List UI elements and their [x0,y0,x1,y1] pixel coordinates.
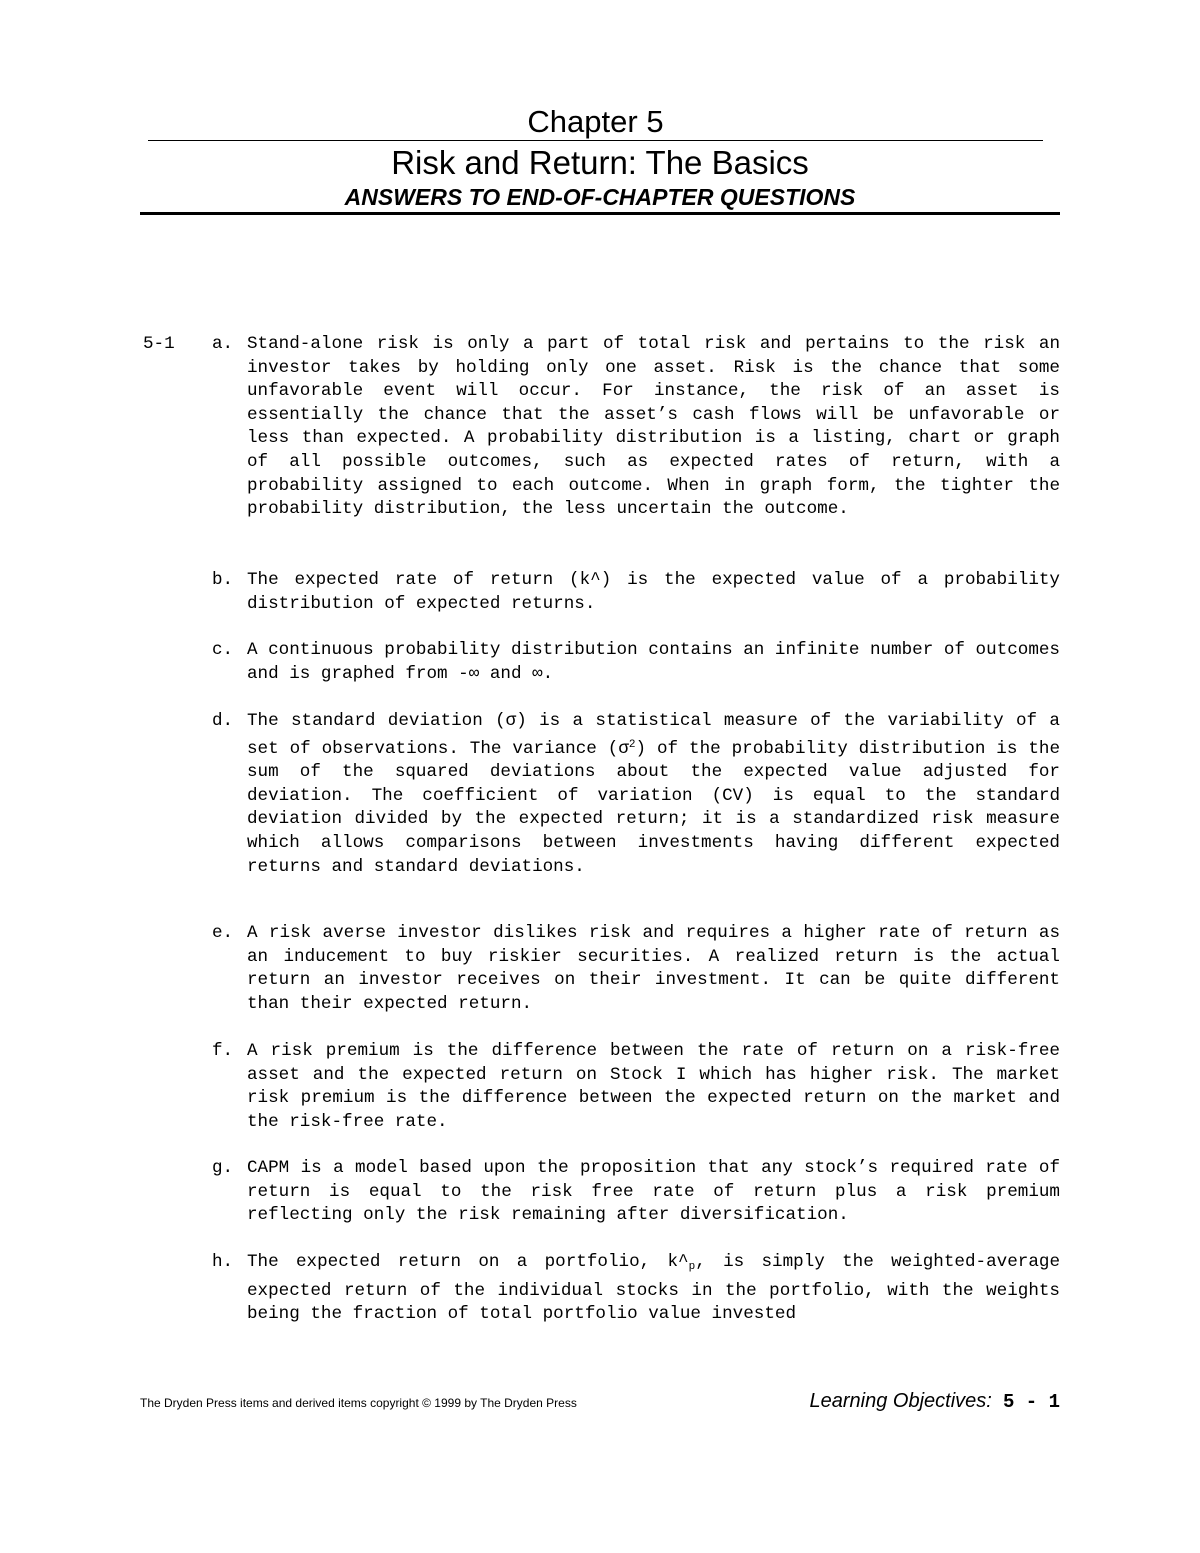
answer-letter: g. [212,1158,234,1178]
answer-text: A risk premium is the difference between the rate of return on a risk-free asset and the expected return on Stock I which has higher risk. The market risk premium is the difference between the expected return on the market and the risk-free rate. [247,1041,1060,1132]
page-number: 5 - 1 [1002,1391,1060,1413]
subtitle-rule [140,212,1060,215]
answer-text: Stand-alone risk is only a part of total risk and pertains to the risk an investor takes by holding only one asset. Risk is the chance that some unfavorable event will occur. For instance, the risk of an asset is essentially the chance that the asset’s cash flows will be unfavorable or less than expected. A probability distribution is a listing, chart or graph of all possible outcomes, such as expected rates of return, with a probability assigned to each outcome. When in graph form, the tighter the probability distribution, the less uncertain the outcome. [247,334,1060,520]
section-subtitle: ANSWERS TO END-OF-CHAPTER QUESTIONS [344,184,856,210]
copyright-notice: The Dryden Press items and derived items copyright © 1999 by The Dryden Press [140,1396,577,1410]
subscript: p [688,1261,696,1273]
answer-letter: h. [212,1252,234,1272]
answer-text [247,710,1060,879]
answer-a [212,333,1060,522]
answer-c [212,639,1060,686]
answer-text-part: ) of the probability distribution is the sum of the squared deviations about the expected value adjusted for deviation. The coefficient of variation (CV) is equal to the standard deviation divided by the expected return; it is a standardized risk measure which allows comparisons between investments having different expected returns and standard deviations. [247,738,1060,877]
superscript: 2 [628,738,636,751]
answer-e [212,922,1060,1016]
heading-rule [148,140,1043,141]
answer-d [212,710,1060,879]
question-number: 5-1 [143,334,175,354]
page-footer [810,1389,1060,1414]
chapter-title: Risk and Return: The Basics [391,144,809,181]
answer-h [212,1251,1060,1327]
answer-text: CAPM is a model based upon the proposition that any stock’s required rate of return is equal to the risk free rate of return plus a risk premium reflecting only the risk remaining after diversification. [247,1158,1060,1226]
answer-text: The expected rate of return (k^) is the expected value of a probability distribution of expected returns. [247,570,1060,614]
answer-text-part: The standard deviation (σ) is a statistical measure of the variability of a set of observations. The variance (σ [247,711,1060,759]
answer-letter: b. [212,570,234,590]
answer-letter: d. [212,711,234,731]
answer-letter: c. [212,640,234,660]
answer-letter: e. [212,923,234,943]
answer-text: A continuous probability distribution contains an infinite number of outcomes and is graphed from -∞ and ∞. [247,640,1060,684]
answer-letter: f. [212,1041,234,1061]
answer-g [212,1157,1060,1228]
learning-objectives-label: Learning Objectives: [809,1390,992,1412]
answer-text [247,1251,1060,1327]
answer-b [212,569,1060,616]
answer-text-part: The expected return on a portfolio, k^ [247,1252,689,1272]
answer-text: A risk averse investor dislikes risk and requires a higher rate of return as an inducement to buy riskier securities. A realized return is the actual return an investor receives on their investment. It can be quite different than their expected return. [247,923,1060,1014]
answer-text-part: , is simply the weighted-average expected return of the individual stocks in the portfolio, with the weights being the fraction of total portfolio value invested [247,1252,1061,1325]
answer-letter: a. [212,334,234,354]
answer-f [212,1040,1060,1134]
chapter-heading: Chapter 5 [527,104,664,139]
